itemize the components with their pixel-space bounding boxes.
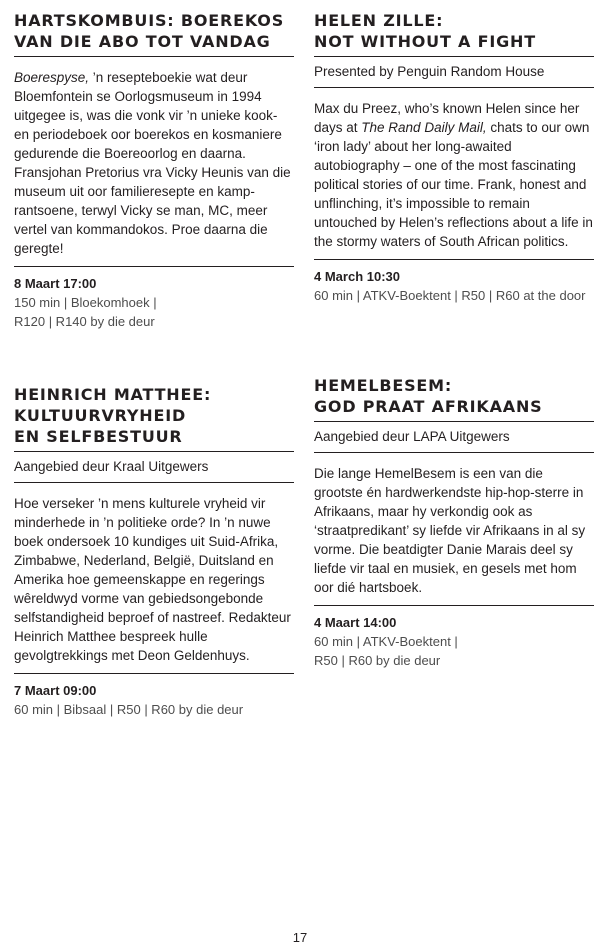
event-date: 4 March 10:30 [314,269,400,284]
event-details: 60 min | ATKV-Boektent | R50 | R60 at the door [314,288,586,303]
title-divider [314,421,594,422]
title-divider [314,56,594,57]
description-divider [314,605,594,606]
description-text: ’n resepteboekie wat deur Bloemfontein se Oorlogsmuseum in 1994 uitgegee is, was die vonk vir ’n unieke kook- en periodeboek oor boerekos en kosmaniere gedurende die Boereoorlog en daarna. Fransjohan Pretorius vra Vicky Heunis van die museum uit oor familieresepte en kamp-rantsoene, terwyl Vicky se man, MC, meer vertel van kommandokos. Proe daarna die geregte! [14,70,291,256]
description-divider [14,266,294,267]
title-divider [14,451,294,452]
title-divider [14,56,294,57]
event-helen-zille [314,10,594,305]
presenter-divider [314,452,594,453]
event-date: 7 Maart 09:00 [14,683,97,698]
event-description: Die lange HemelBesem is een van die grootste én hardwerkendste hip-hop-sterre in Afrikaans, maar hy verkondig ook as ‘straatpredikant’ sy liefde vir Afrikaans in al sy vorme. Die beatdigter Danie Marais deel sy liefde vir taal en musiek, en gesels met hom oor dié hartsboek. [314,466,586,595]
description-text-before: Max du Preez, who’s known Helen since her days at [314,101,580,135]
event-details: 150 min | Bloekomhoek | R120 | R140 by die deur [14,295,157,329]
description-divider [14,673,294,674]
event-title: HEINRICH MATTHEE: KULTUURVRYHEID EN SELFBESTUUR [14,385,212,446]
event-heinrich-matthee [14,384,294,719]
page-number: 17 [292,930,308,945]
event-details: 60 min | ATKV-Boektent | R50 | R60 by die deur [314,634,458,668]
event-description: Hoe verseker ’n mens kulturele vryheid vir minderhede in ’n politieke orde? In ’n nuwe boek ondersoek 10 kundiges uit Suid-Afrika, Zimbabwe, Nederland, België, Duitsland en Amerika hoe gemeenskappe en regerings wêreldwyd vorme van gebiedsongebonde selfstandigheid beproef of nastreef. Redakteur Heinrich Matthee bespreek hulle gevolgtrekkings met Deon Geldenhuys. [14,496,291,663]
event-hemelbesem [314,375,594,670]
event-title: HARTSKOMBUIS: BOEREKOS VAN DIE ABO TOT VANDAG [14,11,285,51]
event-date: 8 Maart 17:00 [14,276,97,291]
event-presenter: Presented by Penguin Random House [314,64,545,79]
book-title-italic: Boerespyse, [14,70,90,85]
event-description [314,99,594,251]
event-presenter: Aangebied deur Kraal Uitgewers [14,459,209,474]
presenter-divider [14,482,294,483]
description-text-after: chats to our own ‘iron lady’ about her long-awaited autobiography – one of the most fascinating political stories of our time. Frank, honest and unflinching, it’s impossible to remain untouched by Helen’s reflections about a life in the stormy waters of South African politics. [314,120,593,249]
description-divider [314,259,594,260]
event-date: 4 Maart 14:00 [314,615,397,630]
event-title: HELEN ZILLE: NOT WITHOUT A FIGHT [314,11,536,51]
event-description [14,68,294,258]
event-presenter: Aangebied deur LAPA Uitgewers [314,429,510,444]
event-hartskombuis [14,10,294,331]
event-details: 60 min | Bibsaal | R50 | R60 by die deur [14,702,244,717]
newspaper-title-italic: The Rand Daily Mail, [361,120,487,135]
presenter-divider [314,87,594,88]
event-title: HEMELBESEM: GOD PRAAT AFRIKAANS [314,376,543,416]
